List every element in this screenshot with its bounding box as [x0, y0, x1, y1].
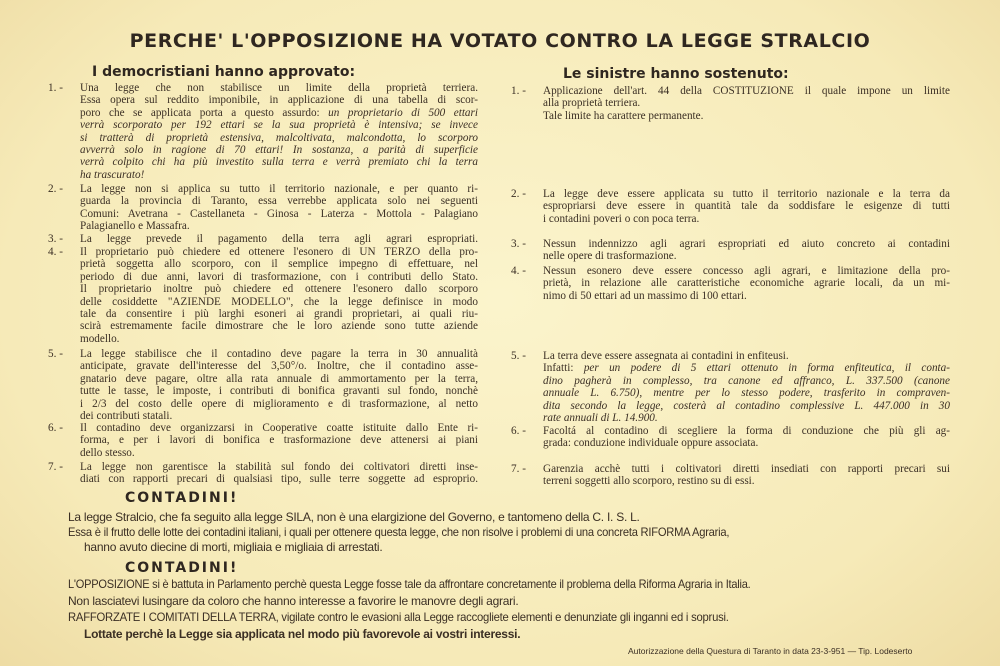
item-line	[543, 188, 950, 200]
text: forma, e per i lavori di bonifica e trasformazione deve attenersi ai piani	[80, 434, 478, 447]
item-line	[543, 110, 950, 122]
text: scirà estremamente facile dimostrare che le loro aziende sono tutte aziende	[80, 320, 478, 333]
text: modello.	[80, 332, 120, 345]
text: Il proprietario può chiedere ed ottenere l'esonero di UN TERZO della pro-	[80, 246, 478, 258]
italic-text: per un podere di 5 ettari ottenuto in forma enfiteutica, il conta-	[583, 362, 950, 375]
item-line	[543, 362, 950, 374]
text: i 2/3 del costo delle opere di miglioramento e di trasformazione, al netto	[80, 397, 478, 410]
item-line	[80, 434, 478, 446]
text: Una legge che non stabilisce un limite della proprietà terriera.	[80, 82, 478, 94]
text: La terra deve essere assegnata ai contadini in enfiteusi.	[543, 350, 789, 362]
appeal2-line: RAFFORZATE I COMITATI DELLA TERRA, vigilate contro le evasioni alla Legge raccogliete elementi e denunziate gli inganni ed i soprusi.	[68, 610, 729, 624]
text: La legge prevede il pagamento della terra agli agrari espropriati.	[80, 233, 478, 245]
item-number: 6. -	[48, 422, 63, 434]
italic-text: dino pagherà in complesso, tra canone ed affranco, L. 337.500 (canone	[543, 374, 950, 387]
text: grada: conduzione individuale oppure associata.	[543, 437, 759, 450]
item-line	[80, 373, 478, 385]
item-number: 1. -	[48, 82, 63, 94]
item-line	[80, 283, 478, 295]
text: Garenzia acchè tutti i coltivatori diretti insediati con rapporti precari sui	[543, 463, 950, 475]
item-number: 5. -	[48, 348, 63, 360]
item-line	[80, 422, 478, 434]
item-line	[80, 385, 478, 397]
text: Palagianello e Massafra.	[80, 220, 190, 233]
appeal1-line: hanno avuto diecine di morti, migliaia e migliaia di arrestati.	[84, 540, 383, 554]
italic-text: ha trascurato!	[80, 168, 145, 181]
item-number: 1. -	[511, 85, 526, 97]
item-line	[80, 169, 478, 181]
item-line	[543, 350, 950, 362]
left-heading: I democristiani hanno approvato:	[92, 64, 356, 80]
text: diati con rapporti precari di qualsiasi tipo, sulle terre soggette ad esproprio.	[80, 473, 478, 486]
item-line	[543, 265, 950, 277]
text: periodo di due anni, lavori di trasformazione, con i contributi dello Stato.	[80, 270, 478, 283]
text: delle cosiddette "AZIENDE MODELLO", che la legge definisce in modo	[80, 295, 478, 308]
item-line	[543, 238, 950, 250]
left-item	[48, 246, 478, 345]
item-number: 5. -	[511, 350, 526, 362]
right-item	[511, 463, 950, 488]
italic-text: avverrà solo in ragione di 70 ettari! In sostanza, a parità di superficie	[80, 144, 478, 157]
item-line	[543, 387, 950, 399]
poster-title: PERCHE' L'OPPOSIZIONE HA VOTATO CONTRO LA LEGGE STRALCIO	[129, 30, 871, 52]
text: Facoltá al contadino di scegliere la forma di conduzione che più gli ag-	[543, 425, 950, 437]
text: Nessun esonero deve essere concesso agli agrari, e limitazione della pro-	[543, 265, 950, 277]
text: Applicazione dell'art. 44 della COSTITUZIONE il quale impone un limite	[543, 85, 950, 97]
item-number: 7. -	[511, 463, 526, 475]
item-number: 3. -	[48, 233, 63, 245]
item-line	[80, 156, 478, 168]
text: Infatti:	[543, 362, 584, 375]
item-line	[80, 271, 478, 283]
text: tutte le tasse, le imposte, i contributi di bonifica gravanti sul fondo, nonchè	[80, 385, 478, 398]
italic-text: verrà colpito chi ha più investito sulla terra e verrà premiato chi la terra	[80, 156, 478, 169]
item-number: 6. -	[511, 425, 526, 437]
item-number: 4. -	[511, 265, 526, 277]
text: anticipate, gravate dell'interesse del 3,50°/o. Inoltre, che il contadino asse-	[80, 360, 478, 373]
right-item	[511, 350, 950, 425]
text: Il contadino deve organizzarsi in Cooperative coatte istituite dallo Ente ri-	[80, 422, 478, 434]
item-line	[80, 246, 478, 258]
item-line	[80, 333, 478, 345]
left-item	[48, 348, 478, 423]
text: alla proprietà terriera.	[543, 97, 641, 110]
item-line	[80, 233, 478, 245]
item-line	[80, 398, 478, 410]
italic-text: verrà scorporato per 192 ettari se la sua proprietà è intensiva; se invece	[80, 119, 478, 132]
text: gnatario deve pagare, oltre alla rata annuale di ammortamento per la terra,	[80, 372, 478, 385]
italic-text: annuale L. 6.750), mentre per lo stesso podere, trasferito in compraven-	[543, 387, 950, 400]
item-line	[543, 97, 950, 109]
text: La legge non si applica su tutto il territorio nazionale, e per quanto ri-	[80, 183, 478, 195]
item-line	[543, 475, 950, 487]
item-line	[543, 437, 950, 449]
item-line	[80, 258, 478, 270]
text: Nessun indennizzo agli agrari espropriati ed aiuto concreto ai contadini	[543, 238, 950, 250]
italic-text: dita secondo la legge, costerà al contadino complessive L. 447.000 in 30	[543, 399, 950, 412]
appeal2-line: Non lasciatevi lusingare da coloro che hanno interesse a favorire le manovre degli agrari.	[68, 594, 519, 608]
appeal1-heading: CONTADINI!	[125, 490, 239, 506]
item-line	[80, 447, 478, 459]
text: La legge stabilisce che il contadino deve pagare la terra in 30 annualità	[80, 348, 478, 360]
text: i contadini poveri o con poca terra.	[543, 212, 700, 225]
text: espropriarsi deve essere in quantità tale da soddisfare le esigenze di tutti	[543, 200, 950, 213]
text: Tale limite ha carattere permanente.	[543, 109, 704, 122]
item-line	[80, 132, 478, 144]
text: tale da consentire i più larghi esoneri ai grandi proprietari, ai quali riu-	[80, 308, 478, 321]
item-line	[80, 208, 478, 220]
item-line	[543, 290, 950, 302]
text: Il proprietario inoltre può chiedere ed ottenere l'esonero dallo scorporo	[80, 283, 478, 296]
right-heading: Le sinistre hanno sostenuto:	[563, 66, 789, 82]
right-item	[511, 238, 950, 263]
item-line	[543, 425, 950, 437]
item-number: 2. -	[48, 183, 63, 195]
left-item	[48, 233, 478, 245]
right-item	[511, 188, 950, 225]
text: La legge non garentisce la stabilità sul fondo dei coltivatori diretti inse-	[80, 461, 478, 473]
item-line	[80, 220, 478, 232]
item-line	[543, 200, 950, 212]
appeal2-line: L'OPPOSIZIONE si è battuta in Parlamento perchè questa Legge fosse tale da affrontare concretamente il problema della Riforma Agraria in Italia.	[68, 577, 751, 591]
item-line	[543, 85, 950, 97]
text: Comuni: Avetrana - Castellaneta - Ginosa - Laterza - Mottola - Palagiano	[80, 207, 478, 220]
text: terreni soggetti allo scorporo, restino su di essi.	[543, 475, 755, 488]
item-line	[80, 410, 478, 422]
text: Essa opera sul reddito imponibile, in applicazione di una tabella di scor-	[80, 94, 478, 107]
text: nelle opere di trasformazione.	[543, 250, 677, 263]
item-line	[543, 277, 950, 289]
text: nimo di 50 ettari ad un massimo di 100 ettari.	[543, 289, 747, 302]
text: prietà soggetta allo scorporo, con il semplice impegno di effettuare, nel	[80, 258, 478, 271]
right-item	[511, 265, 950, 302]
italic-text: un proprietario di 500 ettari	[328, 106, 478, 119]
item-line	[80, 308, 478, 320]
appeal2-line: Lottate perchè la Legge sia applicata nel modo più favorevole ai vostri interessi.	[84, 627, 521, 641]
italic-text: si tratterà di proprietà estensiva, malcoltivata, malcondotta, lo scorporo	[80, 131, 478, 144]
left-item	[48, 461, 478, 486]
left-item	[48, 422, 478, 459]
text: dello stesso.	[80, 446, 135, 459]
item-line	[543, 250, 950, 262]
text: dei contributi statali.	[80, 410, 173, 423]
item-line	[80, 107, 478, 119]
item-line	[543, 463, 950, 475]
item-number: 3. -	[511, 238, 526, 250]
text: guarda la provincia di Taranto, essa verrebbe applicata solo nei seguenti	[80, 195, 478, 208]
item-line	[543, 213, 950, 225]
text: La legge deve essere applicata su tutto il territorio nazionale e la terra da	[543, 188, 950, 200]
item-line	[80, 473, 478, 485]
item-line	[543, 412, 950, 424]
item-line	[543, 375, 950, 387]
right-item	[511, 425, 950, 450]
item-line	[80, 296, 478, 308]
item-line	[80, 461, 478, 473]
footer-authorization: Autorizzazione della Questura di Taranto in data 23-3-951 — Tip. Lodeserto	[628, 646, 913, 656]
appeal1-line: Essa è il frutto delle lotte dei contadini italiani, i quali per ottenere questa legge, che non risolve i problemi di una concreta RIFORMA Agraria,	[68, 525, 730, 539]
item-number: 2. -	[511, 188, 526, 200]
item-line	[80, 360, 478, 372]
item-line	[543, 400, 950, 412]
appeal2-heading: CONTADINI!	[125, 560, 239, 576]
italic-text: rate annuali di L. 14.900.	[543, 412, 658, 425]
text: poro che se applicata porta a questo assurdo:	[80, 106, 329, 119]
item-number: 7. -	[48, 461, 63, 473]
item-line	[80, 82, 478, 94]
item-number: 4. -	[48, 246, 63, 258]
item-line	[80, 348, 478, 360]
right-item	[511, 85, 950, 122]
appeal1-line: La legge Stralcio, che fa seguito alla legge SILA, non è una elargizione del Governo, e tantomeno della C. I. S. L.	[68, 510, 640, 524]
left-item	[48, 82, 478, 181]
item-line	[80, 195, 478, 207]
text: prietà, in relazione alle caratteristiche economiche agrarie locali, da un mi-	[543, 277, 950, 290]
left-item	[48, 183, 478, 233]
item-line	[80, 94, 478, 106]
item-line	[80, 320, 478, 332]
item-line	[80, 183, 478, 195]
item-line	[80, 119, 478, 131]
item-line	[80, 144, 478, 156]
